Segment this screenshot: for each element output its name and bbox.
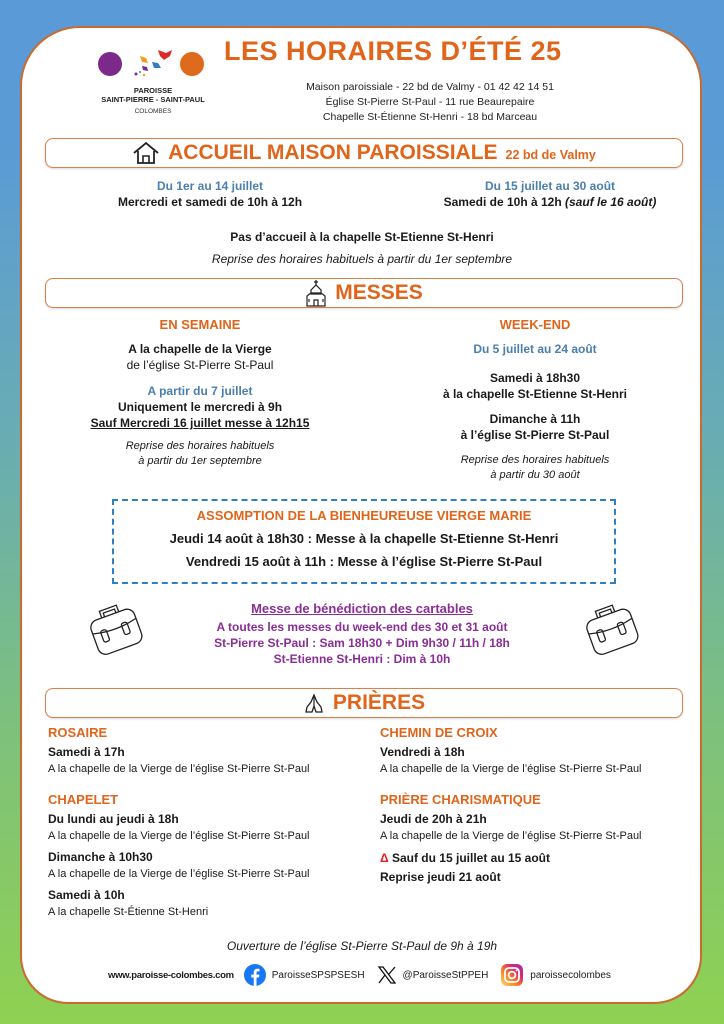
website-link[interactable]: www.paroisse-colombes.com: [108, 969, 234, 981]
assomption-line2: Vendredi 15 août à 11h : Messe à l’église St-Pierre St-Paul: [185, 554, 543, 569]
warning-icon: Δ: [380, 851, 389, 865]
rosaire-time: Samedi à 17h: [48, 745, 125, 759]
accueil-left-hours: Mercredi et samedi de 10h à 12h: [117, 195, 303, 209]
chapelet-item-place: A la chapelle de la Vierge de l’église St-Pierre St-Paul: [48, 830, 310, 842]
charismatique-warning: Sauf du 15 juillet au 15 août: [391, 851, 551, 865]
addresses: [280, 80, 580, 125]
weekend-resume2: à partir du 30 août: [490, 469, 580, 481]
logo-text-name: SAINT-PIERRE - SAINT-PAUL: [101, 95, 205, 104]
cartables-line2: St-Pierre St-Paul : Sam 18h30 + Dim 9h30 / 11h / 18h: [214, 636, 510, 650]
weekend-sat1: Samedi à 18h30: [489, 371, 581, 385]
facebook-icon[interactable]: [244, 964, 266, 986]
chapelet-item-place: A la chapelle St-Étienne St-Henri: [48, 906, 209, 918]
assomption-line1: Jeudi 14 août à 18h30 : Messe à la chapelle St-Etienne St-Henri: [169, 531, 559, 546]
semaine-line2: Sauf Mercredi 16 juillet messe à 12h15: [90, 416, 310, 430]
accueil-right-note: (sauf le 16 août): [565, 195, 657, 209]
logo-text-paroisse: PAROISSE: [133, 86, 173, 95]
charismatique-heading: PRIÈRE CHARISMATIQUE: [380, 792, 541, 807]
section-title-accueil: ACCUEIL MAISON PAROISSIALE: [168, 141, 498, 164]
accueil-notice: Pas d’accueil à la chapelle St-Etienne St-Henri: [230, 230, 494, 244]
accueil-left-period: Du 1er au 14 juillet: [156, 179, 264, 193]
chemin-time: Vendredi à 18h: [380, 745, 465, 759]
cartables-heading: Messe de bénédiction des cartables: [251, 601, 473, 616]
section-header-messes: [45, 278, 683, 308]
facebook-handle[interactable]: ParoisseSPSPSESH: [271, 969, 365, 981]
chemin-place: A la chapelle de la Vierge de l’église St-Pierre St-Paul: [380, 763, 642, 775]
weekend-sat2: à la chapelle St-Etienne St-Henri: [442, 387, 628, 401]
accueil-left: [60, 178, 360, 210]
accueil-right-hours: Samedi de 10h à 12h: [443, 195, 562, 209]
section-header-accueil: [45, 138, 683, 168]
messes-semaine: [60, 316, 340, 469]
x-twitter-icon[interactable]: [377, 965, 397, 985]
chapel-icon: [305, 279, 327, 307]
weekend-resume1: Reprise des horaires habituels: [460, 454, 610, 466]
praying-hands-icon: [303, 692, 325, 714]
prieres-left: [48, 724, 368, 920]
chapelet-item-time: Samedi à 10h: [48, 888, 125, 902]
parish-logo: [92, 48, 222, 122]
instagram-icon[interactable]: [500, 963, 524, 987]
semaine-resume1: Reprise des horaires habituels: [125, 440, 275, 452]
instagram-handle[interactable]: paroissecolombes: [530, 969, 611, 981]
accueil-right-period: Du 15 juillet au 30 août: [484, 179, 616, 193]
section-title-prieres: PRIÈRES: [332, 691, 426, 714]
chapelet-item-time: Dimanche à 10h30: [48, 850, 153, 864]
semaine-place2: de l’église St-Pierre St-Paul: [126, 358, 274, 372]
cartables-line3: St-Etienne St-Henri : Dim à 10h: [273, 652, 451, 666]
prieres-right: [380, 724, 700, 885]
cartables-line1: A toutes les messes du week-end des 30 et 31 août: [216, 620, 508, 634]
chapelet-item-time: Du lundi au jeudi à 18h: [48, 812, 179, 826]
logo-circle-orange: [180, 52, 204, 76]
semaine-place1: A la chapelle de la Vierge: [128, 342, 272, 356]
assomption-heading: ASSOMPTION DE LA BIENHEUREUSE VIERGE MARIE: [196, 508, 532, 523]
rosaire-place: A la chapelle de la Vierge de l’église St-Pierre St-Paul: [48, 763, 310, 775]
section-subtitle-accueil: 22 bd de Valmy: [505, 148, 596, 162]
address-maison: Maison paroissiale - 22 bd de Valmy - 01 42 42 14 51: [306, 81, 554, 93]
charismatique-resume: Reprise jeudi 21 août: [380, 870, 501, 884]
section-title-messes: MESSES: [335, 281, 423, 304]
semaine-heading: EN SEMAINE: [159, 317, 241, 332]
messes-weekend: [395, 316, 675, 483]
page-title: LES HORAIRES D’ÉTÉ 25: [224, 36, 562, 66]
semaine-resume2: à partir du 1er septembre: [138, 455, 262, 467]
church-opening-hours: Ouverture de l’église St-Pierre St-Paul de 9h à 19h: [226, 939, 498, 953]
charismatique-time: Jeudi de 20h à 21h: [380, 812, 487, 826]
weekend-sun1: Dimanche à 11h: [489, 412, 581, 426]
footer-links: [108, 962, 628, 988]
logo-circle-purple: [98, 52, 122, 76]
logo-text-city: COLOMBES: [134, 108, 172, 115]
schoolbag-icon-right: [582, 598, 640, 658]
charismatique-place: A la chapelle de la Vierge de l’église St-Pierre St-Paul: [380, 830, 642, 842]
address-eglise: Église St-Pierre St-Paul - 11 rue Beaurepaire: [325, 96, 535, 108]
semaine-period: A partir du 7 juillet: [147, 384, 253, 398]
section-header-prieres: [45, 688, 683, 718]
semaine-line1: Uniquement le mercredi à 9h: [117, 400, 283, 414]
chapelet-item-place: A la chapelle de la Vierge de l’église St-Pierre St-Paul: [48, 868, 310, 880]
weekend-heading: WEEK-END: [499, 317, 571, 332]
house-icon: [132, 141, 160, 165]
weekend-sun2: à l’église St-Pierre St-Paul: [460, 428, 610, 442]
assomption-content: [112, 507, 616, 570]
doves-icon: [130, 48, 176, 80]
chemin-heading: CHEMIN DE CROIX: [380, 725, 498, 740]
x-handle[interactable]: @ParoisseStPPEH: [402, 969, 489, 981]
cartables-block: [150, 600, 574, 667]
weekend-period: Du 5 juillet au 24 août: [473, 342, 597, 356]
schoolbag-icon-left: [86, 598, 144, 658]
chapelet-heading: CHAPELET: [48, 792, 119, 807]
accueil-right: [390, 178, 710, 210]
address-chapelle: Chapelle St-Étienne St-Henri - 18 bd Marceau: [322, 111, 538, 123]
accueil-resume: Reprise des horaires habituels à partir du 1er septembre: [211, 252, 513, 266]
rosaire-heading: ROSAIRE: [48, 725, 108, 740]
